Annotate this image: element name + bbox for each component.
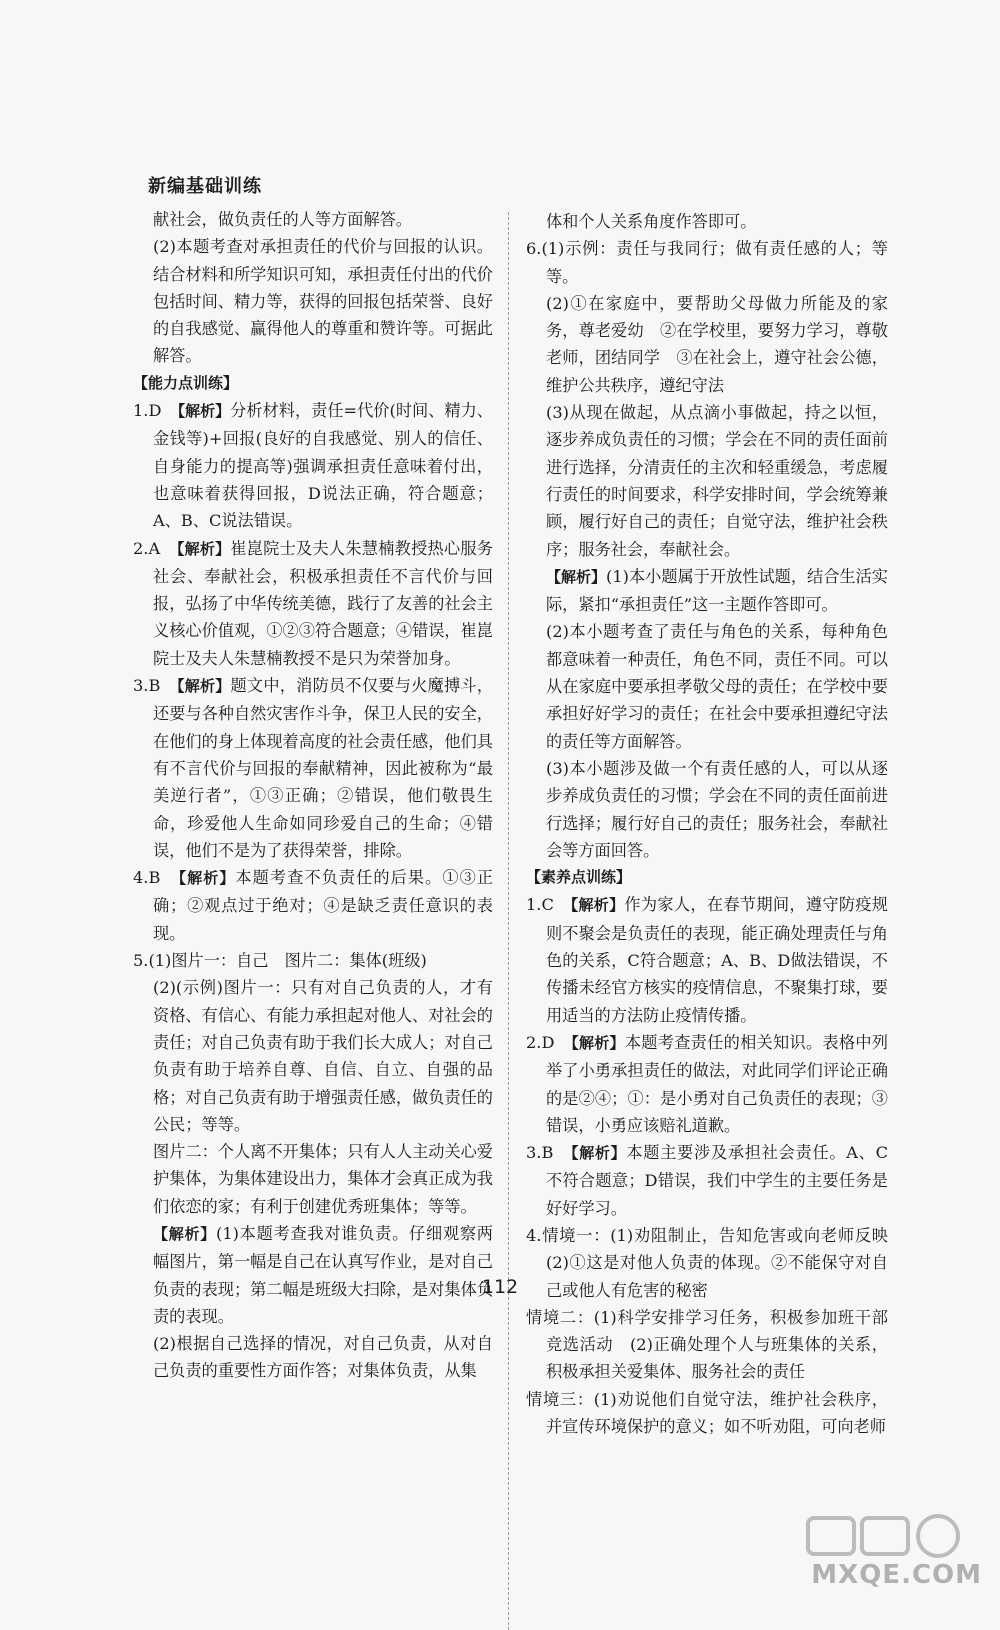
answer-text: (2)本题考查对承担责任的代价与回报的认识。结合材料和所学知识可知，承担责任付出的代价包括时间、精力等，获得的回报包括荣誉、良好的自我感觉、赢得他人的尊重和赞许等。可据此解答。	[153, 237, 493, 366]
answer-text: (2)本小题考查了责任与角色的关系，每种角色都意味着一种责任，角色不同，责任不同。可以从在家庭中要承担孝敬父母的责任；在学校中要承担好好学习的责任；在社会中要承担遵纪守法的责任等方面解答。	[546, 622, 888, 751]
answer-text: (2)(示例)图片一：只有对自己负责的人，才有资格、有信心、有能力承担起对他人、对社会的责任；对自己负责有助于我们长大成人；对自己负责有助于培养自尊、自信、自立、自强的品格；对自己负责有助于增强责任感，做负责任的公民；等等。	[153, 978, 493, 1134]
answer-item	[526, 1029, 888, 1139]
answer-number: 1.C	[526, 895, 554, 915]
answer-text: 分析材料，责任=代价(时间、精力、金钱等)+回报(良好的自我感觉、别人的信任、自身能力的提高等)强调承担责任意味着付出，也意味着获得回报，D说法正确，符合题意；A、B、C说法错误。	[153, 401, 493, 531]
answer-item	[133, 397, 493, 534]
analysis-tag: 【解析】	[153, 1224, 216, 1243]
analysis-tag: 【解析】	[570, 1144, 627, 1163]
answer-text: 本题主要涉及承担社会责任。A、C不符合题意；D错误，我们中学生的主要任务是好好学习。	[546, 1143, 888, 1218]
analysis-tag: 【解析】	[176, 539, 231, 558]
analysis-tag: 【解析】	[571, 1033, 625, 1052]
answer-item	[526, 563, 888, 619]
answer-text: 情境二：(1)科学安排学习任务，积极参加班干部竞选活动 (2)正确处理个人与班集体的关系，积极承担关爱集体、服务社会的责任	[526, 1307, 888, 1382]
answer-text: 情境三：(1)劝说他们自觉守法，维护社会秩序，并宣传环境保护的意义；如不听劝阻，可向老师	[526, 1389, 888, 1437]
answer-number: 4.B	[133, 868, 161, 888]
answer-text: 本题考查责任的相关知识。表格中列举了小勇承担责任的做法，对此同学们评论正确的是②④；①：是小勇对自己负责任的表现；③错误，小勇应该赔礼道歉。	[546, 1032, 888, 1135]
analysis-tag: 【解析】	[177, 402, 231, 421]
analysis-tag: 【解析】	[178, 869, 236, 888]
watermark-text: MXQE.COM	[811, 1560, 982, 1590]
answer-text: (2)根据自己选择的情况，对自己负责，从对自己负责的重要性方面作答；对集体负责，从集	[153, 1334, 493, 1381]
answer-text: 崔崑院士及夫人朱慧楠教授热心服务社会、奉献社会，积极承担责任不言代价与回报，弘扬了中华传统美德，践行了友善的社会主义核心价值观，①②③符合题意；④错误，崔崑院士及夫人朱慧楠教授不是只为荣誉加身。	[153, 538, 493, 668]
answer-item	[133, 535, 493, 672]
answer-text: (2)①在家庭中，要帮助父母做力所能及的家务，尊老爱幼 ②在学校里，要努力学习，尊敬老师，团结同学 ③在社会上，遵守社会公德，维护公共秩序，遵纪守法	[546, 293, 888, 395]
book-title: 新编基础训练	[148, 176, 262, 197]
answer-text: (3)本小题涉及做一个有责任感的人，可以从逐步养成负责任的习惯；学会在不同的责任面前进行选择；履行好自己的责任；服务社会，奉献社会等方面回答。	[546, 758, 888, 860]
answer-number: 2.A	[133, 538, 161, 558]
section-heading: 【素养点训练】	[526, 868, 632, 887]
answer-text: 作为家人，在春节期间，遵守防疫规则不聚会是负责任的表现，能正确处理责任与角色的关系，C符合题意；A、B、D做法错误，不传播未经官方核实的疫情信息，不聚集打球，要用适当的方法防止疫情传播。	[546, 895, 888, 1025]
answer-text: (1)本题考查我对谁负责。仔细观察两幅图片，第一幅是自己在认真写作业，是对自己负责的表现；第二幅是班级大扫除，是对集体负责的表现。	[153, 1223, 493, 1326]
answer-item	[526, 1139, 888, 1222]
column-divider	[508, 212, 509, 1630]
answer-item	[133, 864, 493, 947]
answer-number: 2.D	[526, 1032, 555, 1052]
answer-number: 1.D	[133, 401, 162, 421]
answer-text: 本题考查不负责任的后果。①③正确；②观点过于绝对；④是缺乏责任意识的表现。	[153, 868, 494, 943]
answer-text: 献社会，做负责任的人等方面解答。	[153, 210, 412, 229]
analysis-tag: 【解析】	[177, 677, 231, 696]
analysis-tag: 【解析】	[570, 896, 625, 915]
answer-item	[526, 891, 888, 1028]
answer-text: (3)从现在做起，从点滴小事做起，持之以恒，逐步养成负责任的习惯；学会在不同的责任面前进行选择，分清责任的主次和轻重缓急，考虑履行责任的时间要求，科学安排时间，学会统筹兼顾，履行好自己的责任；自觉守法，维护社会秩序；服务社会，奉献社会。	[546, 403, 888, 559]
answer-text: 图片二：个人离不开集体；只有人人主动关心爱护集体，为集体建设出力，集体才会真正成为我们依恋的家；有利于创建优秀班集体；等等。	[153, 1142, 493, 1216]
right-column	[526, 208, 905, 1440]
page-number: 112	[481, 1276, 519, 1298]
answer-text: 题文中，消防员不仅要与火魔搏斗，还要与各种自然灾害作斗争，保卫人民的安全，在他们的身上体现着高度的社会责任感，他们具有不言代价与回报的奉献精神，因此被称为“最美逆行者”，①③正确；②错误，他们敬畏生命，珍爱他人生命如同珍爱自己的生命；④错误，他们不是为了获得荣誉，排除。	[153, 676, 494, 860]
answer-text: 6.(1)示例：责任与我同行；做有责任感的人；等等。	[526, 239, 888, 286]
section-heading: 【能力点训练】	[133, 373, 239, 392]
left-column	[133, 206, 493, 1385]
answer-number: 3.B	[526, 1143, 554, 1163]
analysis-tag: 【解析】	[546, 567, 607, 586]
answer-item	[133, 672, 493, 864]
answer-text: 4.情境一：(1)劝阻制止，告知危害或向老师反映 (2)①这是对他人负责的体现。②不能保守对自己或他人有危害的秘密	[526, 1225, 905, 1300]
answer-text: 体和个人关系角度作答即可。	[546, 212, 757, 231]
answer-text: 5.(1)图片一：自己 图片二：集体(班级)	[133, 951, 427, 971]
answer-text: (1)本小题属于开放性试题，结合生活实际，紧扣“承担责任”这一主题作答即可。	[546, 566, 888, 615]
answer-number: 3.B	[133, 676, 161, 696]
